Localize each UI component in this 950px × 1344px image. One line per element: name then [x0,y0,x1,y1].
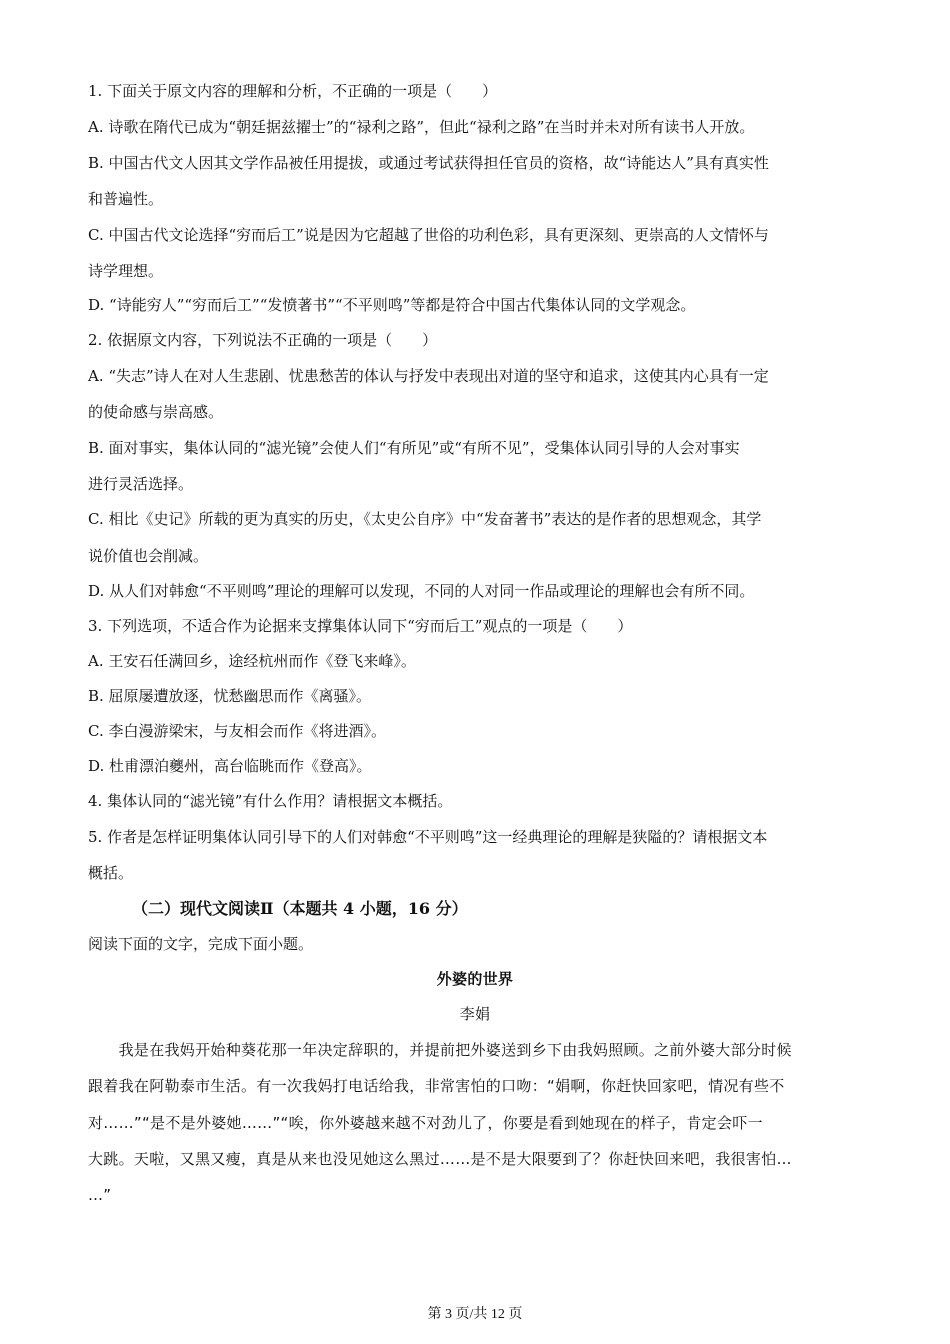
q5-stem-line2: 概括。 [88,864,134,882]
q2-option-a-line1: A. “失志”诗人在对人生悲剧、忧患愁苦的体认与抒发中表现出对道的坚守和追求，这使其内心具有一定 [88,367,769,385]
q3-option-c: C. 李白漫游梁宋，与友相会而作《将进酒》。 [88,722,386,740]
q1-option-b-line2: 和普遍性。 [88,190,164,208]
q2-option-d: D. 从人们对韩愈“不平则鸣”理论的理解可以发现，不同的人对同一作品或理论的理解也会有所不同。 [88,582,755,600]
story-paragraph-line: 大跳。天啦，又黑又瘦，真是从来也没见她这么黑过……是不是大限要到了？你赶快回来吧，我很害怕… [88,1150,792,1168]
story-paragraph-line: 对……”“是不是外婆她……”“唉，你外婆越来越不对劲儿了，你要是看到她现在的样子，肯定会吓一 [88,1114,763,1132]
story-title: 外婆的世界 [436,970,514,988]
q2-option-c-line2: 说价值也会削减。 [88,547,209,565]
story-paragraph-line: …” [88,1186,112,1204]
section-instruction: 阅读下面的文字，完成下面小题。 [88,935,314,953]
q3-option-a: A. 王安石任满回乡，途经杭州而作《登飞来峰》。 [88,652,416,670]
q3-option-d: D. 杜甫漂泊夔州，高台临眺而作《登高》。 [88,757,372,775]
q2-option-b-line2: 进行灵活选择。 [88,475,194,493]
q1-stem: 1. 下面关于原文内容的理解和分析，不正确的一项是（ ） [88,82,498,100]
q1-option-c-line2: 诗学理想。 [88,262,164,280]
q1-option-d: D. “诗能穷人”“穷而后工”“发愤著书”“不平则鸣”等都是符合中国古代集体认同的文学观念。 [88,296,696,314]
page-number: 第 3 页/共 12 页 [427,1307,523,1322]
q2-option-b-line1: B. 面对事实，集体认同的“滤光镜”会使人们“有所见”或“有所不见”，受集体认同引导的人会对事实 [88,439,740,457]
q4-stem: 4. 集体认同的“滤光镜”有什么作用？请根据文本概括。 [88,792,453,810]
story-paragraph-line: 跟着我在阿勒泰市生活。有一次我妈打电话给我，非常害怕的口吻：“娟啊，你赶快回家吧，情况有些不 [88,1077,785,1095]
q1-option-c-line1: C. 中国古代文论选择“穷而后工”说是因为它超越了世俗的功利色彩，具有更深刻、更崇高的人文情怀与 [88,226,769,244]
section-title: （二）现代文阅读Ⅱ（本题共 4 小题，16 分） [132,899,468,918]
story-author: 李娟 [459,1005,491,1023]
q2-option-a-line2: 的使命感与崇高感。 [88,403,224,421]
q2-option-c-line1: C. 相比《史记》所载的更为真实的历史，《太史公自序》中“发奋著书”表达的是作者的思想观念，其学 [88,510,762,528]
q1-option-a: A. 诗歌在隋代已成为“朝廷据兹擢士”的“禄利之路”，但此“禄利之路”在当时并未对所有读书人开放。 [88,118,755,136]
q3-stem: 3. 下列选项，不适合作为论据来支撑集体认同下“穷而后工”观点的一项是（ ） [88,617,633,635]
q2-stem: 2. 依据原文内容，下列说法不正确的一项是（ ） [88,331,438,349]
q3-option-b: B. 屈原屡遭放逐，忧愁幽思而作《离骚》。 [88,687,372,705]
q1-option-b-line1: B. 中国古代文人因其文学作品被任用提拔，或通过考试获得担任官员的资格，故“诗能达人”具有真实性 [88,154,769,172]
q5-stem-line1: 5. 作者是怎样证明集体认同引导下的人们对韩愈“不平则鸣”这一经典理论的理解是狭隘的？请根据文本 [88,828,768,846]
story-paragraph-line: 我是在我妈开始种葵花那一年决定辞职的，并提前把外婆送到乡下由我妈照顾。之前外婆大部分时候 [88,1041,792,1059]
